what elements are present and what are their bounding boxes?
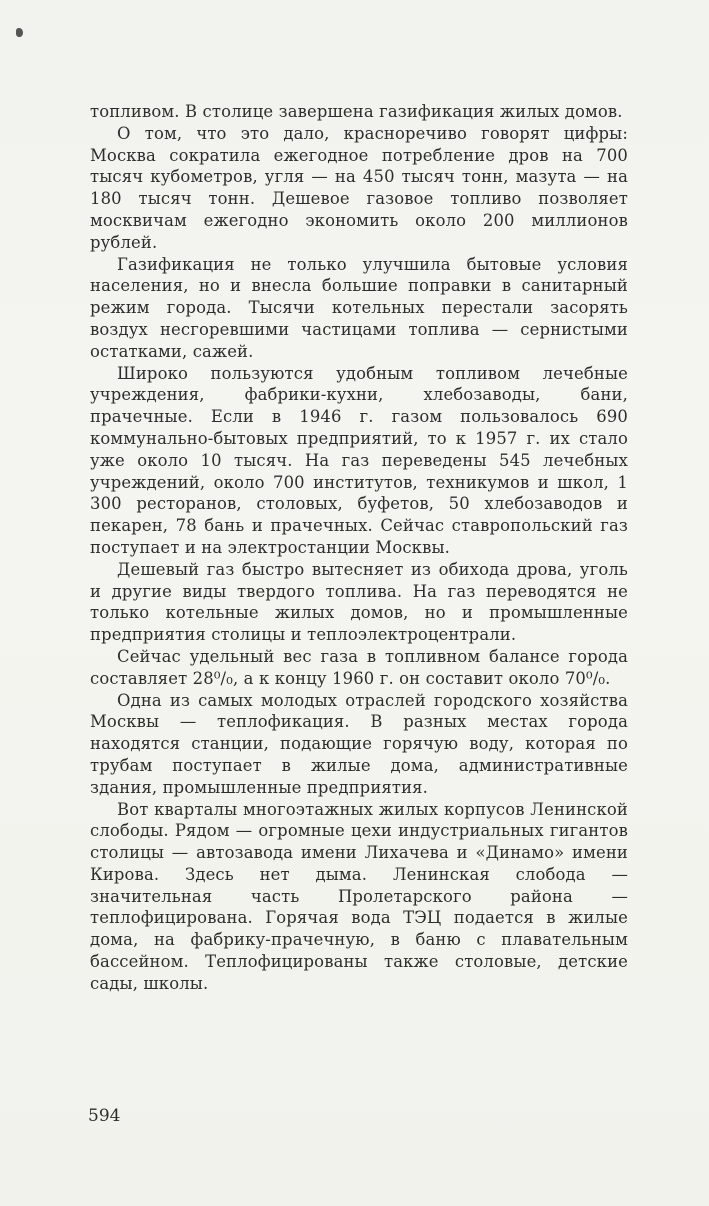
page-text-block: [90, 101, 628, 995]
scan-artifact: [16, 28, 23, 37]
paragraph: Дешевый газ быстро вытесняет из обихода дрова, уголь и другие виды твердого топлива. На газ переводятся не только котельные жилых домов, но и промышленные предприятия столицы и теплоэлектроцентрали.: [90, 559, 628, 645]
paragraph: Сейчас удельный вес газа в топливном балансе города составляет 28⁰/₀, а к концу 1960 г. он составит около 70⁰/₀.: [90, 646, 628, 688]
page-number: 594: [88, 1106, 121, 1126]
paragraph-continuation: топливом. В столице завершена газификация жилых домов.: [90, 102, 623, 121]
paragraph: Широко пользуются удобным топливом лечебные учреждения, фабрики-кухни, хлебозаводы, бани, прачечные. Если в 1946 г. газом пользовалось 690 коммунально-бытовых предприятий, то к 1957 г. их стало уже около 10 тысяч. На газ переведены 545 лечебных учреждений, около 700 институтов, техникумов и школ, 1 300 ресторанов, столовых, буфетов, 50 хлебозаводов и пекарен, 78 бань и прачечных. Сейчас ставропольский газ поступает и на электростанции Москвы.: [90, 363, 628, 557]
paragraph: О том, что это дало, красноречиво говорят цифры: Москва сократила ежегодное потребление дров на 700 тысяч кубометров, угля — на 450 тысяч тонн, мазута — на 180 тысяч тонн. Дешевое газовое топливо позволяет москвичам ежегодно экономить около 200 миллионов рублей.: [90, 123, 628, 252]
paragraph: Одна из самых молодых отраслей городского хозяйства Москвы — теплофикация. В разных местах города находятся станции, подающие горячую воду, которая по трубам поступает в жилые дома, административные здания, промышленные предприятия.: [90, 690, 628, 797]
paragraph: Газификация не только улучшила бытовые условия населения, но и внесла большие поправки в санитарный режим города. Тысячи котельных перестали засорять воздух несгоревшими частицами топлива — сернистыми остатками, сажей.: [90, 254, 628, 361]
paragraph: Вот кварталы многоэтажных жилых корпусов Ленинской слободы. Рядом — огромные цехи индустриальных гигантов столицы — автозавода имени Лихачева и «Динамо» имени Кирова. Здесь нет дыма. Ленинская слобода — значительная часть Пролетарского района — теплофицирована. Горячая вода ТЭЦ подается в жилые дома, на фабрику-прачечную, в баню с плавательным бассейном. Теплофицированы также столовые, детские сады, школы.: [90, 799, 628, 993]
